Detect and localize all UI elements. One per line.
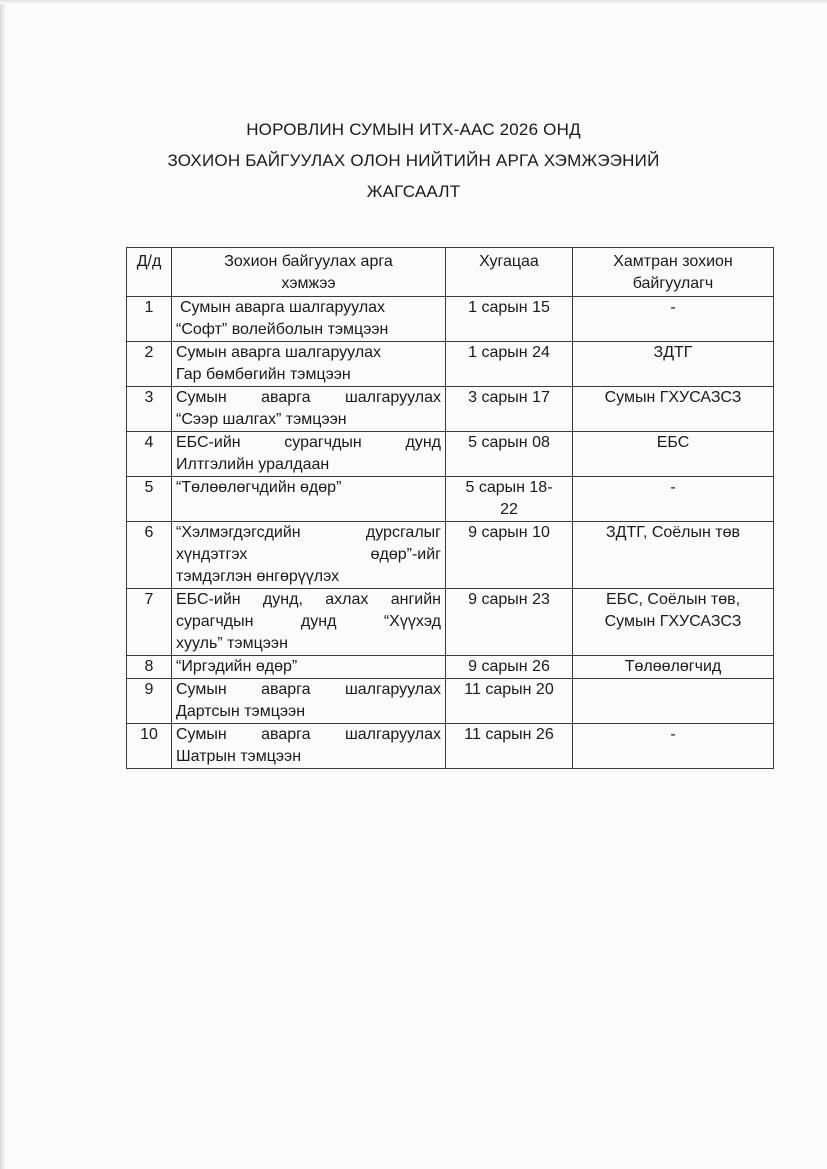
row-partner (573, 522, 774, 589)
row-number: 5 (127, 477, 172, 522)
date-line: 5 сарын 08 (468, 434, 550, 451)
activity-line: ЕБС-ийн сурагчдын дунд (176, 434, 441, 451)
row-number: 7 (127, 589, 172, 656)
header-activity-line-1: Зохион байгуулах арга (224, 253, 393, 270)
activity-line: Илтгэлийн уралдаан (176, 456, 330, 473)
row-date (446, 342, 573, 387)
activity-line: Сумын аварга шалгаруулах (176, 681, 441, 698)
header-partner-line-2: байгуулагч (632, 275, 714, 292)
partner-line: - (670, 479, 676, 496)
row-date (446, 522, 573, 589)
date-line: 22 (500, 501, 518, 518)
activity-line: Сумын аварга шалгаруулах (176, 344, 382, 361)
date-line: 3 сарын 17 (468, 389, 550, 406)
date-line: 11 сарын 20 (464, 681, 554, 698)
activity-line: “Төлөөлөгчдийн өдөр” (176, 479, 342, 496)
title-line-3: ЖАГСААЛТ (366, 182, 461, 201)
row-activity (172, 656, 446, 679)
date-line: 9 сарын 10 (468, 524, 550, 541)
activity-line: хүндэтгэх өдөр”-ийг (176, 546, 441, 563)
activity-line: Гар бөмбөгийн тэмцээн (176, 366, 351, 383)
partner-line: Төлөөлөгчид (624, 658, 722, 675)
row-date (446, 589, 573, 656)
header-number: Д/д (127, 248, 172, 297)
document-title (0, 114, 827, 207)
partner-line: - (670, 726, 676, 743)
table-row (127, 432, 774, 477)
activity-line: “Сээр шалгах” тэмцээн (176, 411, 347, 428)
activity-line: тэмдэглэн өнгөрүүлэх (176, 568, 340, 585)
activity-line: Шатрын тэмцээн (176, 748, 302, 765)
row-partner (573, 724, 774, 769)
table-row (127, 297, 774, 342)
row-activity (172, 679, 446, 724)
row-date (446, 724, 573, 769)
activity-line: Сумын аварга шалгаруулах (176, 726, 441, 743)
partner-line: Сумын ГХУСАЗСЗ (604, 613, 742, 630)
date-line: 9 сарын 26 (468, 658, 550, 675)
table-body (127, 297, 774, 769)
events-table (126, 247, 774, 769)
title-line-1: НОРОВЛИН СУМЫН ИТХ-ААС 2026 ОНД (246, 120, 581, 139)
table-row (127, 679, 774, 724)
date-line: 1 сарын 15 (468, 299, 550, 316)
row-activity (172, 297, 446, 342)
row-activity (172, 477, 446, 522)
activity-line: “Софт” волейболын тэмцээн (176, 321, 389, 338)
date-line: 5 сарын 18- (465, 479, 553, 496)
scan-top-shadow (0, 0, 827, 4)
table-row (127, 477, 774, 522)
partner-line: ЕБС, Соёлын төв, (605, 591, 741, 608)
activity-line: хууль” тэмцээн (176, 635, 288, 652)
row-number: 9 (127, 679, 172, 724)
activity-line: Сумын аварга шалгаруулах (180, 299, 386, 316)
row-number: 1 (127, 297, 172, 342)
table-row (127, 387, 774, 432)
date-line: 11 сарын 26 (464, 726, 554, 743)
partner-line: ЕБС (656, 434, 690, 451)
row-number: 4 (127, 432, 172, 477)
partner-line: ЗДТГ (653, 344, 693, 361)
row-number: 10 (127, 724, 172, 769)
row-activity (172, 724, 446, 769)
row-partner (573, 477, 774, 522)
row-partner (573, 342, 774, 387)
row-partner (573, 297, 774, 342)
partner-line: - (670, 299, 676, 316)
header-activity (172, 248, 446, 297)
header-partner (573, 248, 774, 297)
table-row (127, 656, 774, 679)
activity-line: “Хэлмэгдэгсдийн дурсгалыг (176, 524, 441, 541)
activity-line: сурагчдын дунд “Хүүхэд (176, 613, 441, 630)
row-date (446, 387, 573, 432)
row-date (446, 297, 573, 342)
header-partner-line-1: Хамтран зохион (613, 253, 733, 270)
activity-line: Сумын аварга шалгаруулах (176, 389, 441, 406)
table-row (127, 724, 774, 769)
partner-line (577, 679, 769, 701)
row-partner (573, 589, 774, 656)
row-activity (172, 387, 446, 432)
partner-line: ЗДТГ, Соёлын төв (605, 524, 741, 541)
table-header-row (127, 248, 774, 297)
header-date: Хугацаа (446, 248, 573, 297)
row-activity (172, 342, 446, 387)
header-activity-line-2: хэмжээ (281, 275, 336, 292)
table-row (127, 589, 774, 656)
row-date (446, 477, 573, 522)
row-number: 3 (127, 387, 172, 432)
row-partner (573, 432, 774, 477)
activity-line: Дартсын тэмцээн (176, 703, 306, 720)
row-activity (172, 589, 446, 656)
row-date (446, 656, 573, 679)
table-row (127, 342, 774, 387)
row-number: 2 (127, 342, 172, 387)
activity-line: “Иргэдийн өдөр” (176, 658, 298, 675)
row-activity (172, 522, 446, 589)
row-partner (573, 656, 774, 679)
partner-line: Сумын ГХУСАЗСЗ (604, 389, 742, 406)
row-number: 6 (127, 522, 172, 589)
row-activity (172, 432, 446, 477)
date-line: 1 сарын 24 (468, 344, 550, 361)
table-row (127, 522, 774, 589)
row-date (446, 432, 573, 477)
row-date (446, 679, 573, 724)
row-number: 8 (127, 656, 172, 679)
title-line-2: ЗОХИОН БАЙГУУЛАХ ОЛОН НИЙТИЙН АРГА ХЭМЖЭЭНИЙ (167, 151, 660, 170)
activity-line: ЕБС-ийн дунд, ахлах ангийн (176, 591, 441, 608)
row-partner (573, 387, 774, 432)
date-line: 9 сарын 23 (468, 591, 550, 608)
row-partner (573, 679, 774, 724)
